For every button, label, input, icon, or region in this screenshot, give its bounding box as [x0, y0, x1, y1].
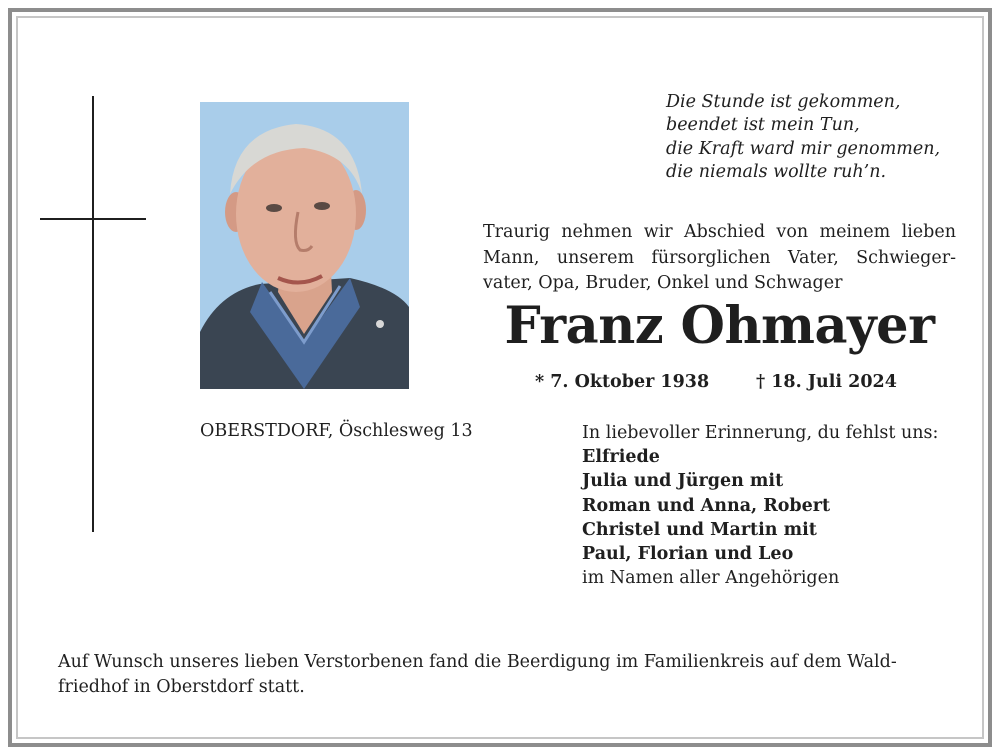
poem: [666, 91, 986, 184]
birth-date: * 7. Oktober 1938: [535, 372, 710, 392]
mourner-name: Paul, Florian und Leo: [582, 544, 794, 565]
farewell-intro: [483, 220, 956, 297]
poem-line: beendet ist mein Tun,: [666, 115, 860, 136]
footer-line: friedhof in Oberstdorf statt.: [58, 677, 305, 697]
mourner-name: Christel und Martin mit: [582, 519, 817, 540]
intro-line: Traurig nehmen wir Abschied von meinem lieben: [483, 222, 956, 242]
funeral-note: [58, 650, 956, 700]
deceased-name: Franz Ohmayer: [504, 296, 935, 356]
poem-line: die Kraft ward mir genommen,: [666, 138, 941, 159]
intro-line: Mann, unserem fürsorglichen Vater, Schwieger-: [483, 247, 956, 268]
intro-line: vater, Opa, Bruder, Onkel und Schwager: [483, 273, 843, 293]
mourners-block: [582, 421, 938, 590]
mourners-closing: im Namen aller Angehörigen: [582, 568, 840, 589]
footer-line: Auf Wunsch unseres lieben Verstorbenen fand die Beerdigung im Familienkreis auf dem Wald-: [58, 652, 897, 672]
mourner-name: Elfriede: [582, 447, 660, 468]
death-date: † 18. Juli 2024: [756, 372, 897, 392]
mourner-name: Julia und Jürgen mit: [582, 471, 784, 492]
portrait-photo: [200, 102, 409, 389]
address: OBERSTDORF, Öschlesweg 13: [200, 421, 473, 441]
poem-line: Die Stunde ist gekommen,: [666, 92, 901, 112]
mourner-name: Roman und Anna, Robert: [582, 495, 831, 516]
poem-line: die niemals wollte ruh’n.: [666, 161, 887, 182]
mourners-intro: In liebevoller Erinnerung, du fehlst uns:: [582, 423, 939, 443]
